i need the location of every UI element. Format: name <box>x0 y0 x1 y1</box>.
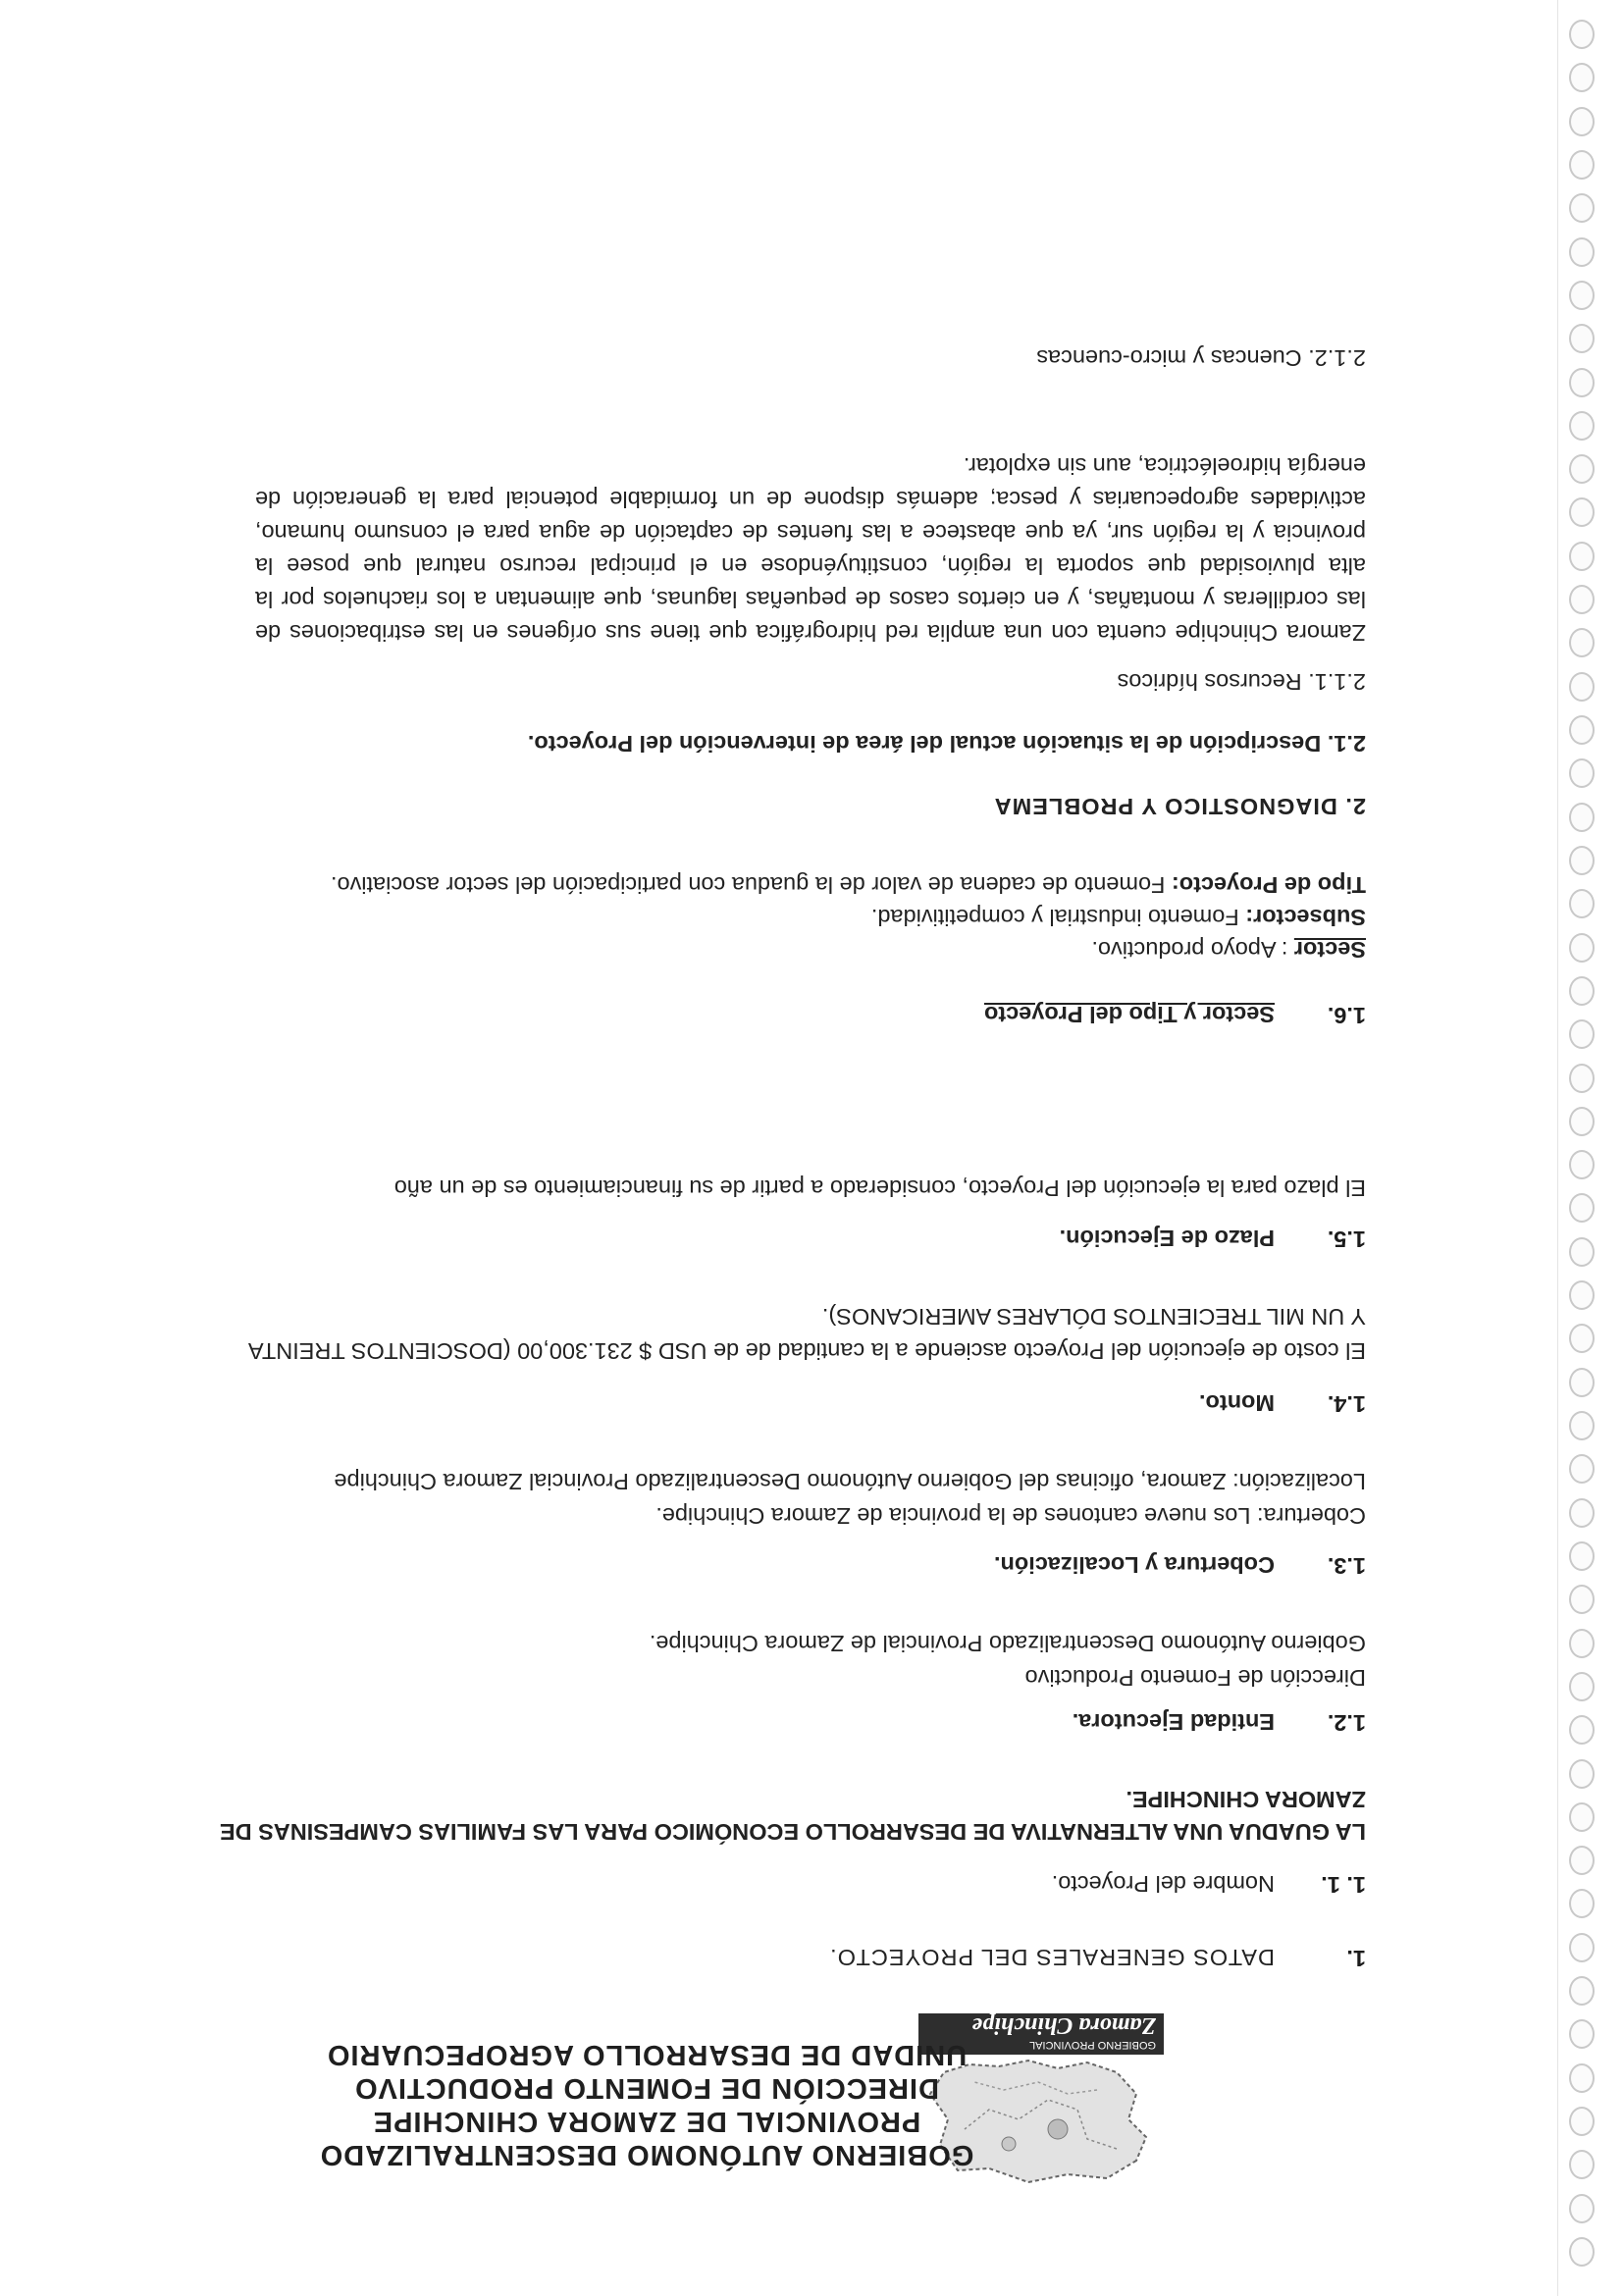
binder-hole <box>1569 542 1595 571</box>
binder-hole <box>1569 628 1595 657</box>
executing-entity-line-1: Dirección de Fomento Productivo <box>1024 1665 1366 1691</box>
section-1-3-title: Cobertura y Localización. <box>994 1552 1275 1578</box>
section-1-2-title: Entidad Ejecutora. <box>1072 1709 1275 1735</box>
binder-hole <box>1569 1411 1595 1440</box>
org-line-3: DIRECCIÓN DE FOMENTO PRODUCTIVO <box>354 2072 939 2104</box>
section-1-5-title: Plazo de Ejecución. <box>1059 1226 1275 1251</box>
paragraph-line: actividades agropecuarias y pesca; además dispone de un formidable potencial para la generación de <box>255 487 1366 512</box>
amount-line-1: El costo de ejecución del Proyecto asciende a la cantidad de de USD $ 231.300,00 (DOSCIENTOS TREINTA <box>247 1338 1366 1364</box>
binder-hole <box>1569 1672 1595 1701</box>
subsector-value: Fomento industrial y competitividad. <box>870 905 1246 930</box>
binder-hole <box>1569 1715 1595 1745</box>
project-type-line <box>331 870 1366 900</box>
section-2-title: 2. DIAGNOSTICO Y PROBLEMA <box>993 794 1366 819</box>
binder-hole <box>1569 1759 1595 1789</box>
section-1-4-title: Monto. <box>1199 1390 1275 1416</box>
binder-hole <box>1569 1846 1595 1875</box>
org-line-2: PROVINCIAL DE ZAMORA CHINCHIPE <box>372 2106 921 2137</box>
coverage-line: Cobertura: Los nueve cantones de la provincia de Zamora Chinchipe. <box>655 1503 1366 1529</box>
binder-hole <box>1569 1064 1595 1093</box>
binder-hole <box>1569 237 1595 267</box>
binder-hole <box>1569 1933 1595 1962</box>
section-1-3-number: 1.3. <box>1327 1553 1366 1579</box>
binder-hole <box>1569 107 1595 136</box>
section-1-6-number: 1.6. <box>1327 1003 1366 1028</box>
binder-hole <box>1569 150 1595 180</box>
binder-hole <box>1569 498 1595 528</box>
water-resources-paragraph <box>255 451 1366 648</box>
binder-hole <box>1569 1976 1595 2006</box>
binder-hole <box>1569 1454 1595 1484</box>
binder-hole <box>1569 1107 1595 1136</box>
binder-hole <box>1569 1150 1595 1179</box>
binder-hole <box>1569 1629 1595 1658</box>
binder-hole <box>1569 1194 1595 1224</box>
document-header <box>0 2012 1623 2296</box>
section-1-5-number: 1.5. <box>1327 1226 1366 1252</box>
binder-hole <box>1569 324 1595 353</box>
section-2-1-1-title: 2.1.1. Recursos hídricos <box>1117 669 1366 695</box>
section-2-1-title: 2.1. Descripción de la situación actual del área de intervención del Proyecto. <box>527 731 1366 757</box>
binder-hole <box>1569 1280 1595 1310</box>
binder-hole <box>1569 1324 1595 1353</box>
binder-hole <box>1569 1237 1595 1267</box>
section-1-2-number: 1.2. <box>1327 1710 1366 1736</box>
binder-hole <box>1569 803 1595 832</box>
section-1-6-title: Sector y Tipo del Proyecto <box>983 1002 1275 1027</box>
project-name-line-2: ZAMORA CHINCHIPE. <box>1126 1787 1366 1812</box>
binder-hole <box>1569 193 1595 223</box>
binder-hole <box>1569 846 1595 875</box>
page-edge <box>1557 0 1558 2296</box>
binder-hole <box>1569 1541 1595 1571</box>
org-line-1: GOBIERNO AUTÓNOMO DESCENTRALIZADO <box>319 2139 974 2170</box>
project-type-label: Tipo de Proyecto: <box>1171 872 1366 898</box>
execution-term-line: El plazo para la ejecución del Proyecto, considerado a partir de su financiamiento es de un año <box>393 1175 1366 1201</box>
binder-hole <box>1569 889 1595 918</box>
section-1-title: DATOS GENERALES DEL PROYECTO. <box>829 1945 1275 1970</box>
section-1-1-title: Nombre del Proyecto. <box>1051 1871 1275 1897</box>
paragraph-line: Zamora Chinchipe cuenta con una amplia red hidrográfica que tiene sus orígenes en las estribaciones de <box>255 620 1366 646</box>
binder-hole <box>1569 933 1595 963</box>
binder-hole <box>1569 281 1595 310</box>
binder-hole <box>1569 672 1595 702</box>
project-type-value: Fomento de cadena de valor de la guadua con participación del sector asociativo. <box>330 872 1172 898</box>
binder-hole <box>1569 20 1595 49</box>
binder-hole <box>1569 411 1595 441</box>
section-1-number: 1. <box>1346 1946 1366 1971</box>
binder-hole <box>1569 63 1595 92</box>
binder-hole <box>1569 368 1595 397</box>
location-line: Localización: Zamora, oficinas del Gobierno Autónomo Descentralizado Provincial Zamora Chinchipe <box>334 1469 1366 1494</box>
section-1-4-number: 1.4. <box>1327 1391 1366 1417</box>
paragraph-line: provincia y la región sur, ya que abastece a las fuentes de captación de agua para el consumo humano, <box>255 520 1366 546</box>
executing-entity-line-2: Gobierno Autónomo Descentralizado Provincial de Zamora Chinchipe. <box>649 1631 1366 1656</box>
paragraph-line: alta pluviosidad que soporta la región, constituyéndose en el principal recurso natural que posee la <box>255 553 1366 579</box>
binder-hole <box>1569 715 1595 745</box>
binder-hole <box>1569 1802 1595 1832</box>
sector-label: Sector <box>1293 937 1366 963</box>
section-2-1-2-title: 2.1.2. Cuencas y micro-cuencas <box>1036 345 1366 371</box>
binder-hole <box>1569 1019 1595 1049</box>
binder-hole <box>1569 1368 1595 1397</box>
binder-hole <box>1569 1585 1595 1614</box>
binder-hole <box>1569 585 1595 614</box>
amount-line-2: Y UN MIL TRECIENTOS DÓLARES AMERICANOS). <box>821 1304 1366 1330</box>
subsector-label: Subsector: <box>1245 905 1366 930</box>
subsector-line <box>871 903 1366 932</box>
section-1-1-number: 1. 1. <box>1321 1872 1366 1898</box>
binder-hole <box>1569 976 1595 1006</box>
binder-hole <box>1569 1890 1595 1919</box>
sector-value: : Apoyo productivo. <box>1091 937 1294 963</box>
paragraph-line: energía hidroeléctrica, aun sin explotar. <box>963 453 1366 479</box>
binder-hole <box>1569 758 1595 788</box>
binder-holes <box>1562 20 1601 2267</box>
binder-hole <box>1569 1498 1595 1528</box>
sector-line <box>1091 935 1366 965</box>
logo-text-top: GOBIERNO PROVINCIAL <box>1029 2039 1156 2051</box>
project-name-line-1: LA GUADUA UNA ALTERNATIVA DE DESARROLLO ECONÓMICO PARA LAS FAMILIAS CAMPESINAS DE <box>219 1819 1366 1845</box>
paragraph-line: las cordilleras y montañas, y en ciertos casos de pequeñas lagunas, que alimentan a los riachuelos por la <box>255 587 1366 612</box>
org-line-4: UNIDAD DE DESARROLLO AGROPECUARIO <box>326 2039 968 2070</box>
binder-hole <box>1569 454 1595 484</box>
logo-text-brand: Zamora Chinchipe <box>971 2012 1156 2038</box>
